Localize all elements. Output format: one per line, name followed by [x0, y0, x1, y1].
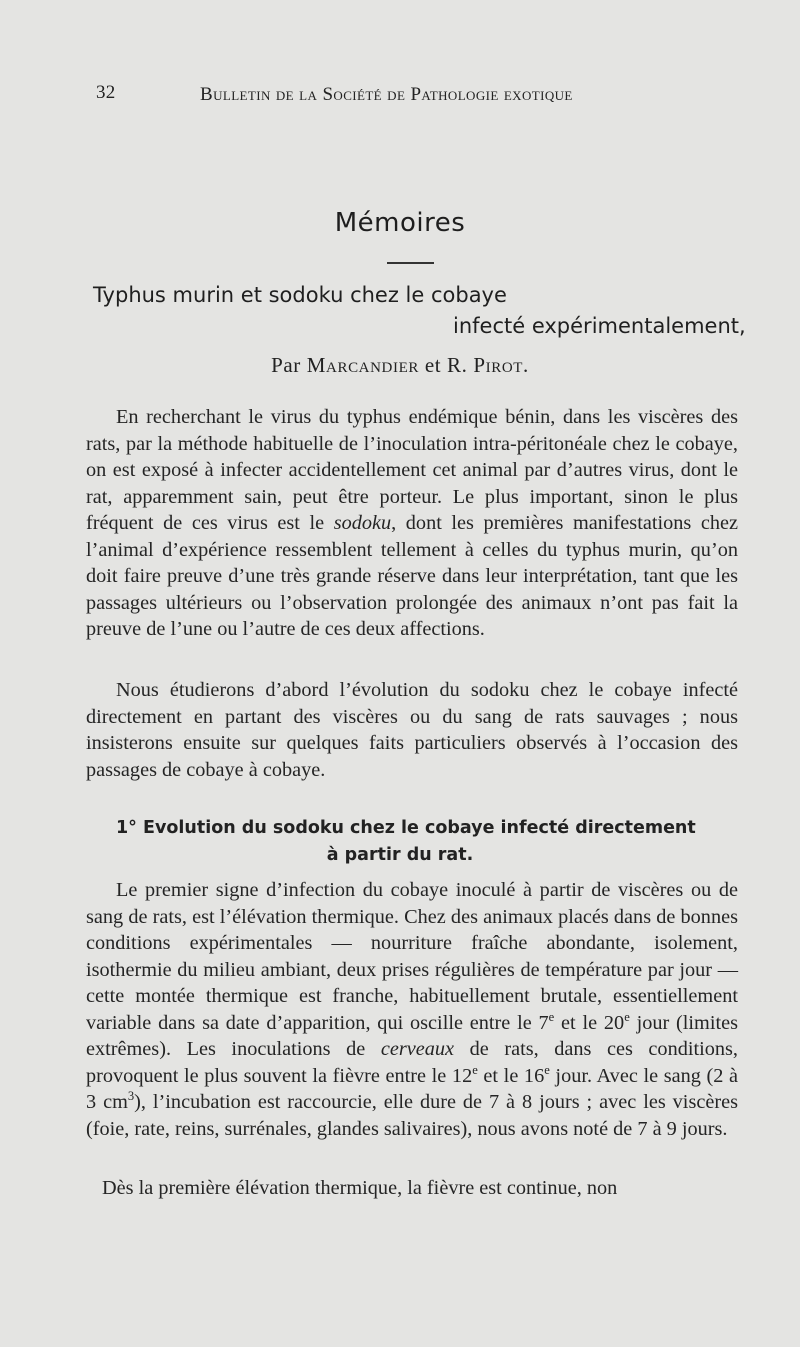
running-head: [96, 82, 666, 112]
article-title-line-2: infecté expérimentalement,: [453, 314, 746, 338]
paragraph-text: et le 20: [554, 1011, 625, 1034]
paragraph-text: jour (limites extrêmes). Les inoculations de: [86, 1011, 738, 1060]
italic-term: sodoku: [333, 512, 392, 534]
paragraph-text: de rats, dans ces conditions, provoquent le plus souvent la fièvre entre le 12: [86, 1038, 739, 1087]
superscript: e: [472, 1062, 478, 1077]
superscript: e: [548, 1009, 555, 1024]
paragraph-text: ), l’incubation est raccourcie, elle dure de 7 à 8 jours ; avec les viscères (foie, rate, reins, surrénales, glandes salivaires), nous avons noté de 7 à 9 jours.: [86, 1091, 738, 1140]
paragraph-text: , dont les premières manifestations chez l’animal d’expérience ressemblent tellement à celles du typhus murin, qu’on doit faire preuve d’une très grande réserve dans leur interprétation, tant que les passages ultérieurs ou l’observation prolongée des animaux n’ont pas fait la preuve de l’une ou l’autre de ces deux affections.: [86, 512, 738, 640]
byline-joiner: et: [424, 353, 442, 377]
paragraph-text: jour. Avec le sang (2 à 3 cm: [86, 1064, 738, 1113]
title-divider: [387, 262, 434, 264]
superscript: e: [624, 1009, 630, 1024]
paragraph-text: Le premier signe d’infection du cobaye inoculé à partir de viscères ou de sang de rats, est l’élévation thermique. Chez des animaux placés dans de bonnes conditions expérimentales — nourriture fraîche abondante, isolement, isothermie du milieu ambiant, deux prises régulières de température par jour — cette montée thermique est franche, habituellement brutale, essentiellement variable dans sa date d’apparition, qui oscille entre le 7: [86, 879, 738, 1034]
subsection-heading-line-1: 1° Evolution du sodoku chez le cobaye infecté directement: [116, 818, 696, 838]
superscript: 3: [127, 1089, 135, 1104]
paragraph-plan: Nous étudierons d’abord l’évolution du sodoku chez le cobaye infecté directement en partant des viscères ou du sang de rats sauvages ; nous insisterons ensuite sur quelques faits particuliers observés à l’occasion des passages de cobaye à cobaye.: [86, 679, 738, 781]
italic-term: cerveaux: [380, 1038, 455, 1060]
author-name: Marcandier: [306, 353, 419, 377]
page-number: 32: [96, 82, 116, 103]
byline-prefix: Par: [271, 353, 301, 377]
superscript: e: [544, 1062, 550, 1077]
article-title-line-1: Typhus murin et sodoku chez le cobaye: [93, 283, 507, 307]
paragraph-text: En recherchant le virus du typhus endémique bénin, dans les viscères des rats, par la méthode habituelle de l’inoculation intra-péritonéale chez le cobaye, on est exposé à infecter accidentellement cet animal par d’autres virus, dont le rat, apparemment sain, peut être porteur. Le plus important, sinon le plus fréquent de ces virus est le: [86, 406, 738, 534]
subsection-heading-line-2: à partir du rat.: [326, 845, 474, 865]
paragraph-text: et le 16: [477, 1064, 545, 1087]
section-title: Mémoires: [334, 208, 466, 238]
byline: [0, 353, 800, 378]
paragraph-fever-onset: [86, 877, 738, 1142]
paragraph-fever-course: Dès la première élévation thermique, la fièvre est continue, non: [102, 1177, 618, 1199]
journal-title: Bulletin de la Société de Pathologie exotique: [200, 84, 573, 105]
paragraph-introduction: [86, 404, 738, 643]
author-name: R. Pirot.: [447, 353, 529, 377]
